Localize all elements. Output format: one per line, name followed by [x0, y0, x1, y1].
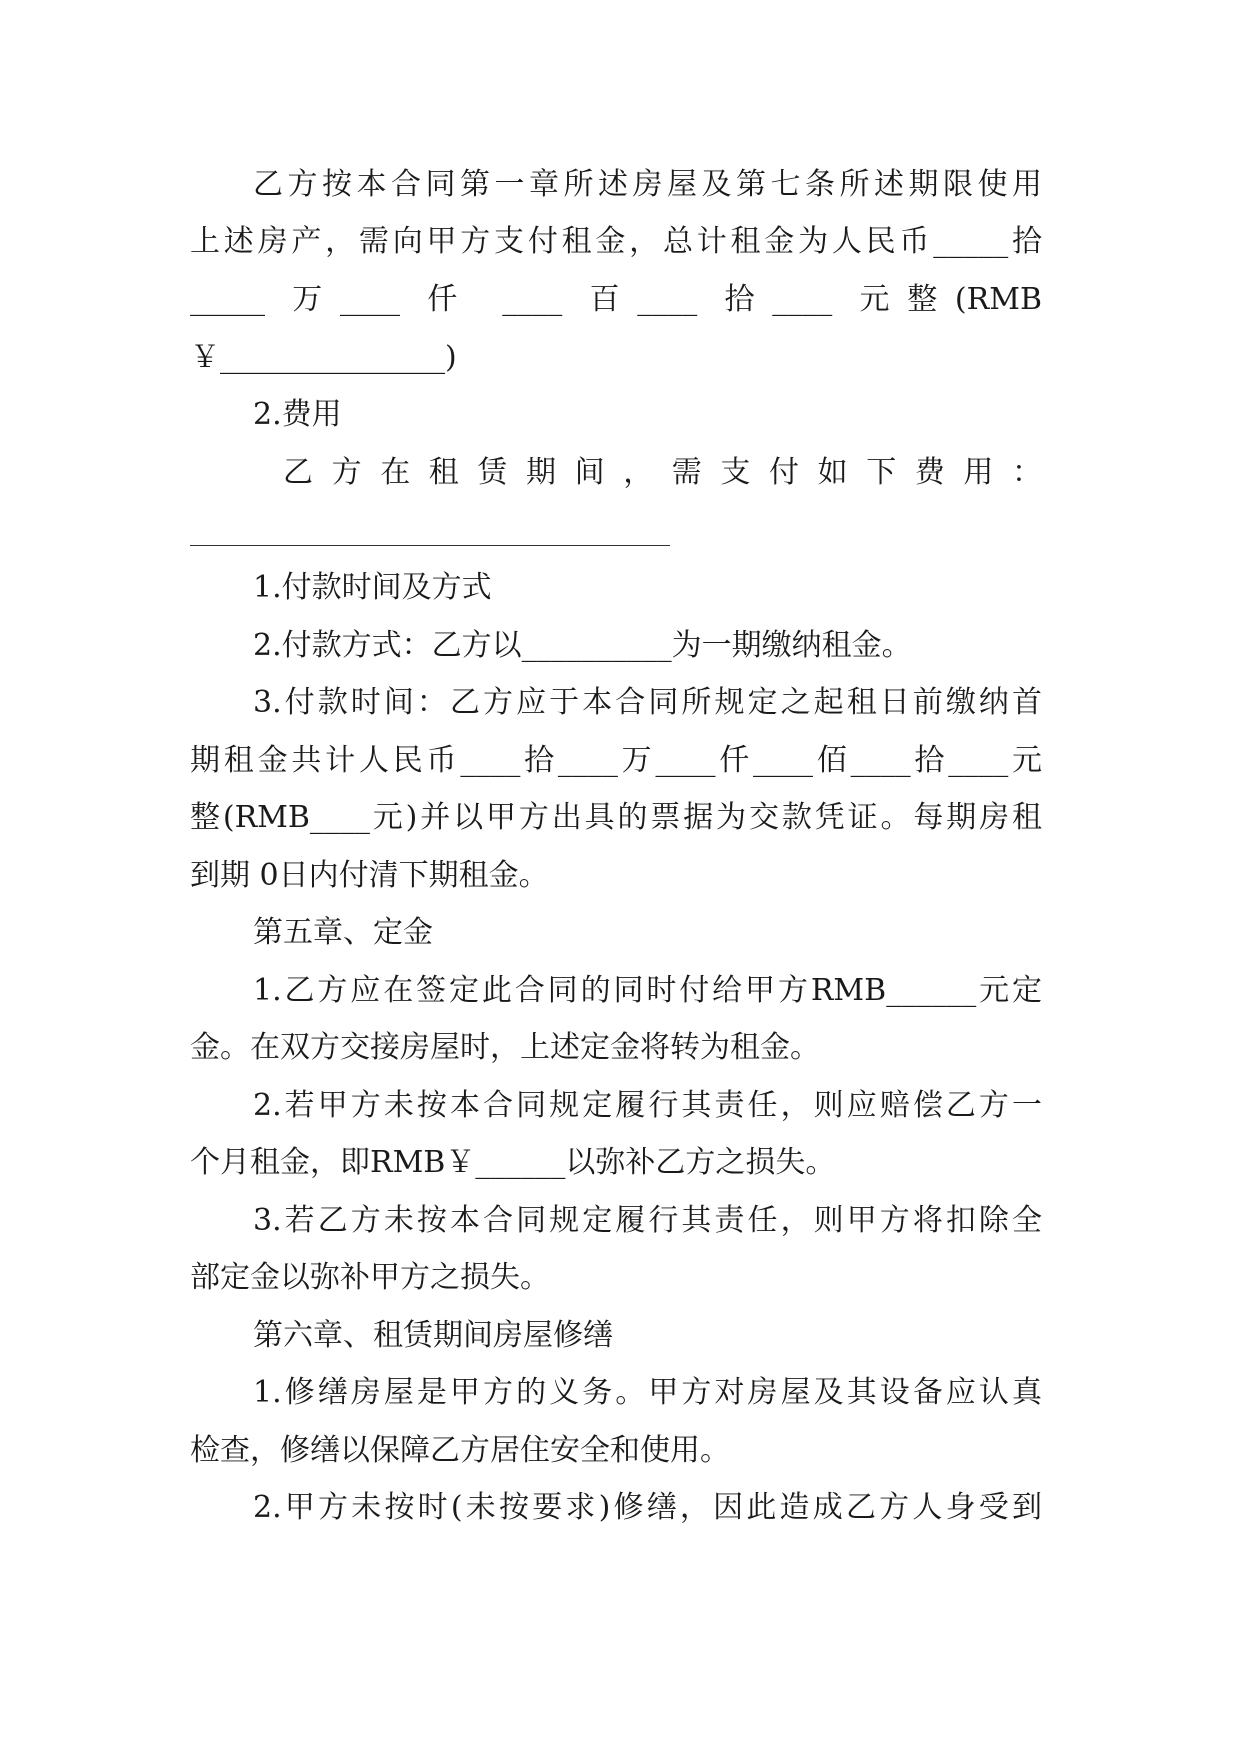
paragraph-line: ￥_______________) — [190, 340, 457, 375]
paragraph-line: 上述房产，需向甲方支付租金，总计租金为人民币_____拾 — [190, 224, 1042, 259]
paragraph-line: 1.乙方应在签定此合同的同时付给甲方RMB______元定 — [253, 973, 1042, 1008]
paragraph-line: 部定金以弥补甲方之损失。 — [190, 1260, 550, 1295]
blank-fill-line — [190, 545, 670, 546]
paragraph-line: 检查，修缮以保障乙方居住安全和使用。 — [190, 1433, 730, 1468]
paragraph-line: 整(RMB____元)并以甲方出具的票据为交款凭证。每期房租 — [190, 800, 1042, 835]
paragraph-line: 期租金共计人民币____拾____万____仟____佰____拾____元 — [190, 743, 1042, 778]
section-heading: 2.费用 — [253, 397, 342, 432]
paragraph-line: 乙方在租赁期间，需支付如下费用： — [283, 455, 1042, 490]
paragraph-line: 2.甲方未按时(未按要求)修缮，因此造成乙方人身受到 — [253, 1490, 1042, 1525]
paragraph-line: 乙方按本合同第一章所述房屋及第七条所述期限使用 — [253, 167, 1042, 202]
chapter-heading: 第五章、定金 — [253, 915, 433, 950]
paragraph-line: 2.付款方式：乙方以__________为一期缴纳租金。 — [253, 628, 912, 663]
paragraph-line: 3.付款时间：乙方应于本合同所规定之起租日前缴纳首 — [253, 685, 1042, 720]
section-heading: 1.付款时间及方式 — [253, 570, 492, 605]
paragraph-line: 金。在双方交接房屋时，上述定金将转为租金。 — [190, 1030, 820, 1065]
paragraph-line: 到期 0日内付清下期租金。 — [190, 858, 549, 893]
chapter-heading: 第六章、租赁期间房屋修缮 — [253, 1318, 613, 1353]
paragraph-line: 个月租金，即RMB￥______以弥补乙方之损失。 — [190, 1145, 836, 1180]
paragraph-line: _____ 万____ 仟 ____ 百____ 拾____ 元整(RMB — [190, 282, 1042, 317]
paragraph-line: 3.若乙方未按本合同规定履行其责任，则甲方将扣除全 — [253, 1203, 1042, 1238]
paragraph-line: 1.修缮房屋是甲方的义务。甲方对房屋及其设备应认真 — [253, 1375, 1042, 1410]
paragraph-line: 2.若甲方未按本合同规定履行其责任，则应赔偿乙方一 — [253, 1088, 1042, 1123]
